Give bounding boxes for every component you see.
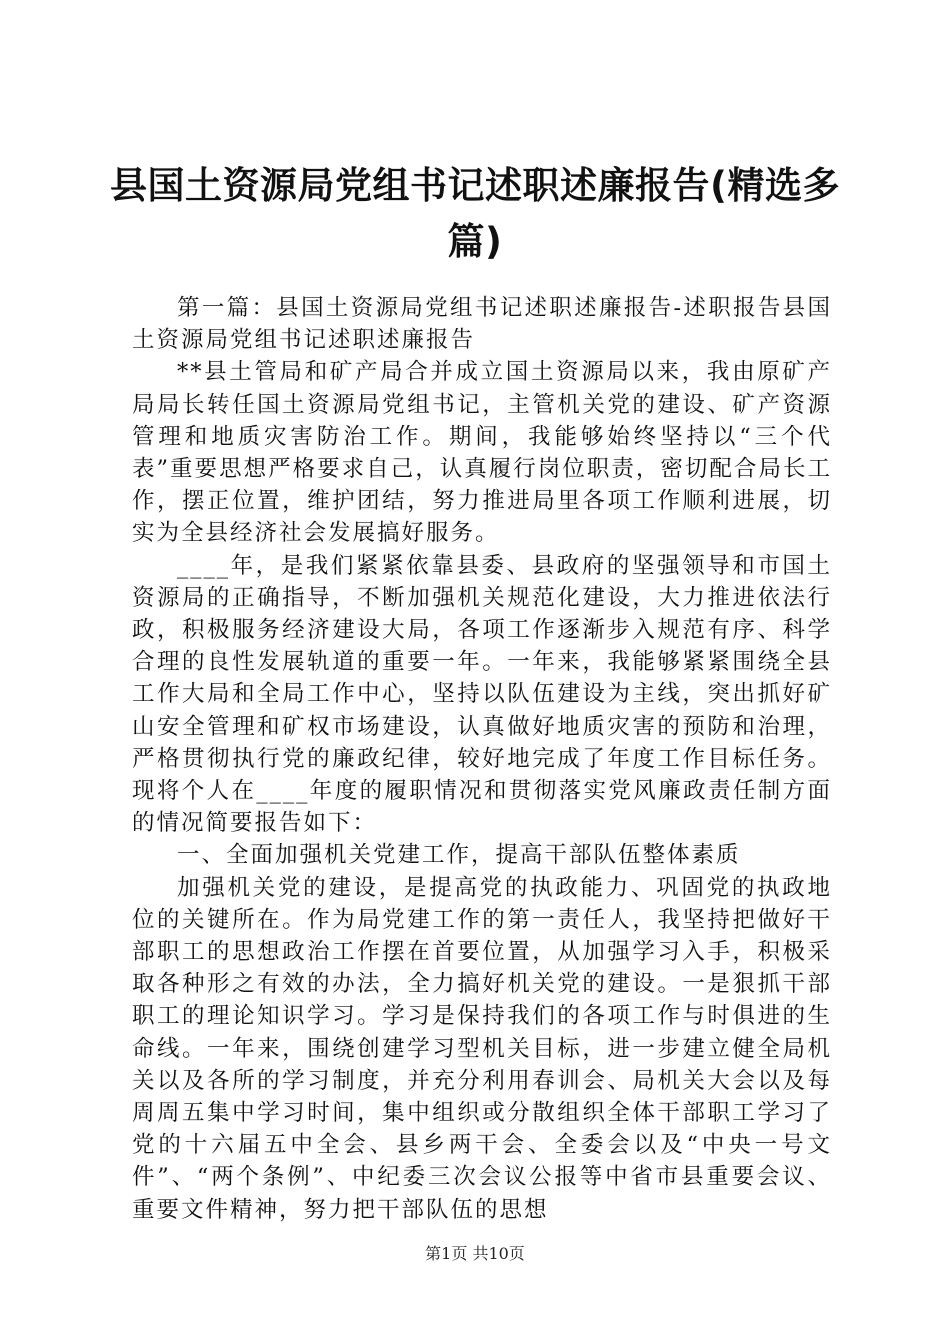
paragraph-summary: ____年，是我们紧紧依靠县委、县政府的坚强领导和市国土资源局的正确指导，不断加强机关规范化建设，大力推进依法行政，积极服务经济建设大局，各项工作逐渐步入规范有序、科学合理的良性发展轨道的重要一年。一年来，我能够紧紧围绕全县工作大局和全局工作中心，坚持以队伍建设为主线，突出抓好矿山安全管理和矿权市场建设，认真做好地质灾害的预防和治理，严格贯彻执行党的廉政纪律，较好地完成了年度工作目标任务。现将个人在____年度的履职情况和贯彻落实党风廉政责任制方面的情况简要报告如下： [132,552,832,837]
paragraph-intro: 第一篇：县国土资源局党组书记述职述廉报告-述职报告县国土资源局党组书记述职述廉报告 [132,295,832,354]
paragraph-background: **县土管局和矿产局合并成立国土资源局以来，我由原矿产局局长转任国土资源局党组书记，主管机关党的建设、矿产资源管理和地质灾害防治工作。期间，我能够始终坚持以“三个代表”重要思想严格要求自己，认真履行岗位职责，密切配合局长工作，摆正位置，维护团结，努力推进局里各项工作顺利进展，切实为全县经济社会发展搞好服务。 [132,359,832,547]
document-title: 县国土资源局党组书记述职述廉报告(精选多篇) [110,164,840,263]
section-heading-1: 一、全面加强机关党建工作，提高干部队伍整体素质 [177,842,741,869]
document-body [132,292,832,1226]
paragraph-party-building: 加强机关党的建设，是提高党的执政能力、巩固党的执政地位的关键所在。作为局党建工作的第一责任人，我坚持把做好干部职工的思想政治工作摆在首要位置，从加强学习入手，积极采取各种形之有效的办法，全力搞好机关党的建设。一是狠抓干部职工的理论知识学习。学习是保持我们的各项工作与时俱进的生命线。一年来，围绕创建学习型机关目标，进一步建立健全局机关以及各所的学习制度，并充分利用春训会、局机关大会以及每周周五集中学习时间，集中组织或分散组织全体干部职工学习了党的十六届五中全会、县乡两干会、全委会以及“中央一号文件”、“两个条例”、中纪委三次会议公报等中省市县重要会议、重要文件精神，努力把干部队伍的思想 [132,874,832,1223]
page-number-footer: 第1页 共10页 [425,1244,525,1263]
